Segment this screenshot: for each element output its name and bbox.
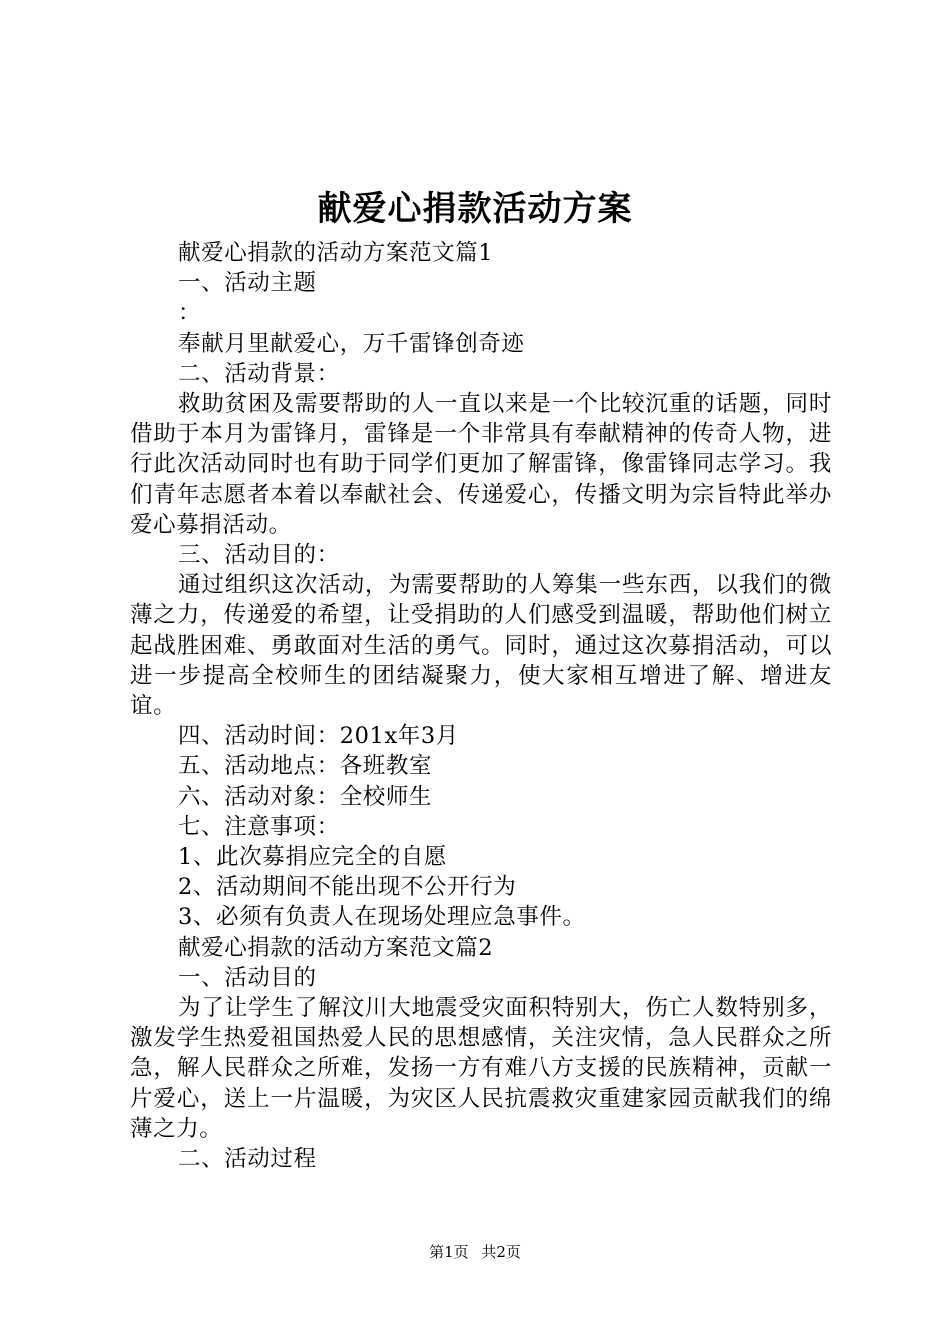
paragraph: 通过组织这次活动，为需要帮助的人筹集一些东西，以我们的微薄之力，传递爱的希望，让受捐助的人们感受到温暖，帮助他们树立起战胜困难、勇敢面对生活的勇气。同时，通过这次募捐活动，可以进一步提高全校师生的团结凝聚力，使大家相互增进了解、增进友谊。 (130, 572, 832, 720)
theme-line: 奉献月里献爱心，万千雷锋创奇迹 (178, 330, 525, 357)
document-title: 献爱心捐款活动方案 (317, 189, 633, 229)
heading-line: 二、活动过程 (178, 1146, 317, 1173)
paragraph: 救助贫困及需要帮助的人一直以来是一个比较沉重的话题，同时借助于本月为雷锋月，雷锋是一个非常具有奉献精神的传奇人物，进行此次活动同时也有助于同学们更加了解雷锋，像雷锋同志学习。我们青年志愿者本着以奉献社会、传递爱心，传播文明为宗旨特此举办爱心募捐活动。 (130, 391, 832, 538)
list-item: 1、此次募捐应完全的自愿 (178, 844, 448, 871)
page-footer (0, 1242, 950, 1262)
heading-line: 二、活动背景： (178, 360, 340, 387)
text-line: 四、活动时间：201x年3月 (178, 723, 459, 750)
section-heading: 献爱心捐款的活动方案范文篇1 (178, 240, 494, 266)
section-heading: 献爱心捐款的活动方案范文篇2 (178, 934, 494, 961)
list-item: 3、必须有负责人在现场处理应急事件。 (178, 904, 586, 931)
heading-line: 三、活动目的： (178, 542, 340, 569)
heading-line: 一、活动主题 (178, 270, 317, 297)
text-line: 五、活动地点：各班教室 (178, 753, 433, 780)
heading-line: 七、注意事项： (178, 813, 340, 840)
text-line: ： (178, 300, 202, 327)
list-item: 2、活动期间不能出现不公开行为 (178, 874, 517, 901)
text-line: 六、活动对象：全校师生 (178, 783, 433, 810)
heading-line: 一、活动目的 (178, 964, 317, 991)
page-total: 共2页 (481, 1243, 521, 1261)
document-body (130, 238, 832, 1174)
page-number: 第1页 (429, 1243, 469, 1261)
paragraph: 为了让学生了解汶川大地震受灾面积特别大，伤亡人数特别多，激发学生热爱祖国热爱人民的思想感情，关注灾情，急人民群众之所急，解人民群众之所难，发扬一方有难八方支援的民族精神，贡献一片爱心，送上一片温暖，为灾区人民抗震救灾重建家园贡献我们的绵薄之力。 (130, 995, 832, 1142)
